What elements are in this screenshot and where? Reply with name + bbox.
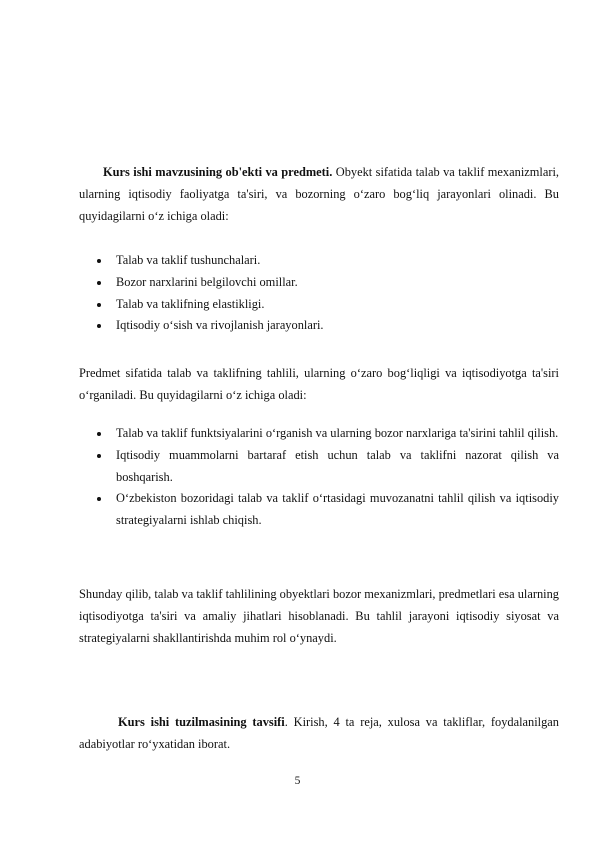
subject-paragraph: Predmet sifatida talab va taklifning tahlili, ularning o‘zaro bog‘liqligi va iqtisodiyotga ta'siri o‘rganiladi. Bu quyidagilarni o‘z ichiga oladi: (79, 366, 559, 402)
bullet-icon (97, 281, 101, 285)
bullet-icon (97, 324, 101, 328)
bullet-icon (97, 303, 101, 307)
bullet-icon (97, 432, 101, 436)
summary-paragraph: Shunday qilib, talab va taklif tahlilining obyektlari bozor mexanizmlari, predmetlari esa ularning iqtisodiyotga ta'siri va amaliy jihatlari hisoblanadi. Bu tahlil jarayoni iqtisodiy siyosat va strategiyalarni shakllantirishda muhim rol o‘ynaydi. (79, 587, 559, 645)
subject-list (79, 423, 559, 532)
list-item: Talab va taklif tushunchalari. (79, 250, 559, 272)
bullet-icon (97, 454, 101, 458)
section-objects-heading: Kurs ishi mavzusining ob'ekti va predmeti. (103, 165, 333, 179)
list-item: Iqtisodiy muammolarni bartaraf etish uchun talab va taklifni nazorat qilish va boshqarish. (79, 445, 559, 489)
bullet-icon (97, 497, 101, 501)
page-number: 5 (294, 775, 301, 787)
list-item: Iqtisodiy o‘sish va rivojlanish jarayonlari. (79, 315, 559, 337)
list-item: O‘zbekiston bozoridagi talab va taklif o‘rtasidagi muvozanatni tahlil qilish va iqtisodiy strategiyalarni ishlab chiqish. (79, 488, 559, 532)
bullet-icon (97, 259, 101, 263)
section-objects-text: Obyekt sifatida talab va taklif mexanizmlari, ularning iqtisodiy faoliyatga ta'siri, va bozorning o‘zaro bog‘liq jarayonlari olinadi. Bu quyidagilarni o‘z ichiga oladi: (79, 165, 560, 223)
section-objects-paragraph (79, 162, 559, 227)
objects-list (79, 250, 559, 337)
list-item: Bozor narxlarini belgilovchi omillar. (79, 272, 559, 294)
section-structure-paragraph (79, 712, 559, 756)
list-item: Talab va taklif funktsiyalarini o‘rganish va ularning bozor narxlariga ta'sirini tahlil qilish. (79, 423, 559, 445)
list-item: Talab va taklifning elastikligi. (79, 294, 559, 316)
section-structure-text: . Kirish, 4 ta reja, xulosa va takliflar, foydalanilgan adabiyotlar ro‘yxatidan iborat. (79, 715, 559, 751)
section-structure-heading: Kurs ishi tuzilmasining tavsifi (118, 715, 285, 729)
